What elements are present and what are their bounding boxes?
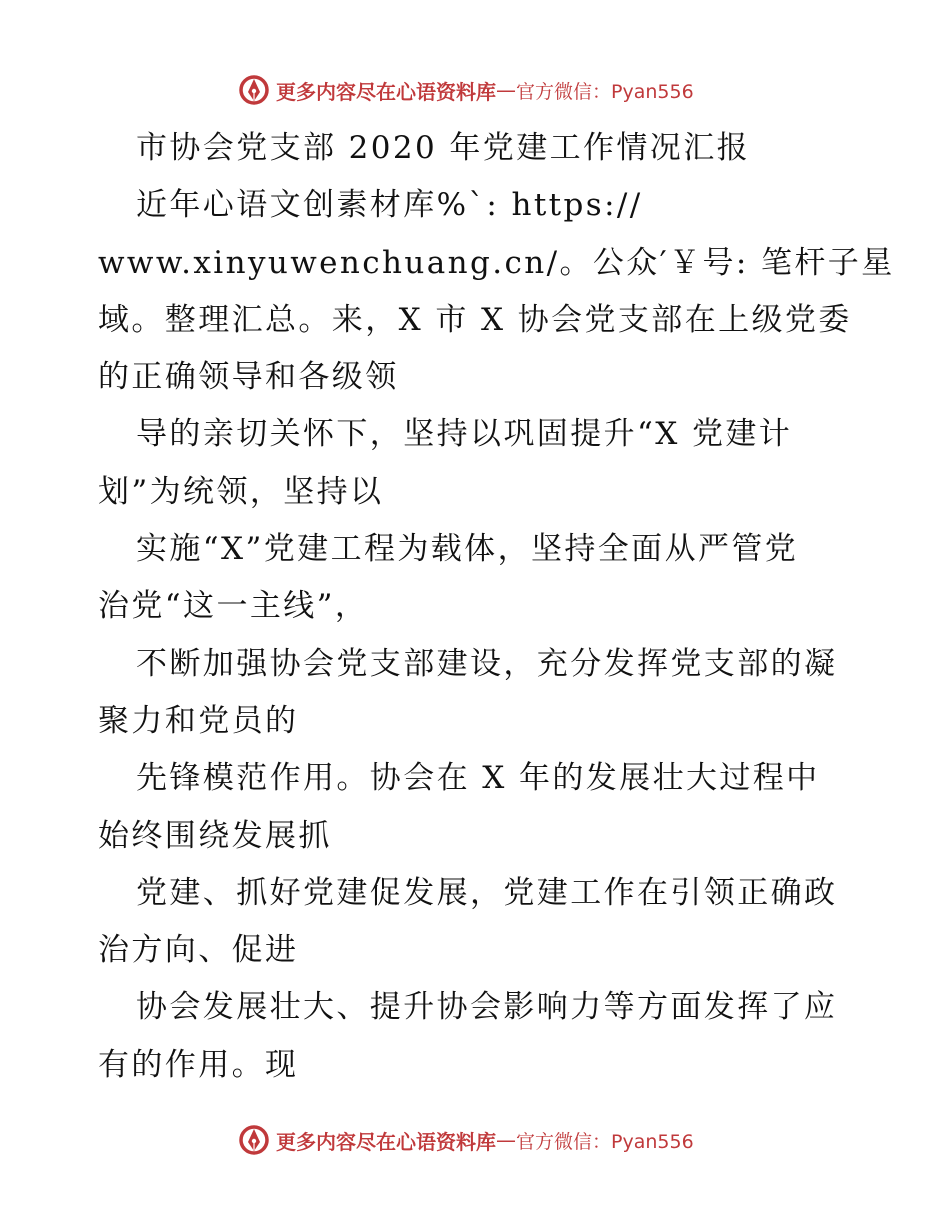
header-banner <box>236 70 694 110</box>
text-line: 始终围绕发展抓 <box>98 817 332 854</box>
document-body <box>98 120 895 1094</box>
text-line: 实施“X”党建工程为载体，坚持全面从严管党 <box>136 531 799 568</box>
footer-banner <box>236 1120 694 1160</box>
text-line: 聚力和党员的 <box>98 702 299 739</box>
text-line: 导的亲切关怀下，坚持以巩固提升“X 党建计 <box>136 416 793 453</box>
banner-brand-text: 更多内容尽在心语资料库 <box>276 79 496 104</box>
banner-brand-text: 更多内容尽在心语资料库 <box>276 1129 496 1154</box>
banner-wechat-text: 官方微信：Pyan556 <box>516 1130 694 1153</box>
text-line: www.xinyuwenchuang.cn/。公众′￥号: 笔杆子星 <box>98 244 895 281</box>
text-line: 先锋模范作用。协会在 X 年的发展壮大过程中 <box>136 760 820 797</box>
text-line: 治方向、促进 <box>98 932 299 969</box>
text-line: 的正确领导和各级领 <box>98 359 399 396</box>
text-line: 治党“这一主线”， <box>98 588 369 625</box>
pen-nib-logo-icon <box>236 72 272 108</box>
document-title: 市协会党支部 2020 年党建工作情况汇报 <box>136 130 750 166</box>
text-line: 有的作用。现 <box>98 1046 299 1083</box>
text-line: 党建、抓好党建促发展，党建工作在引领正确政 <box>136 874 838 911</box>
pen-nib-logo-icon <box>236 1122 272 1158</box>
text-line: 划”为统领，坚持以 <box>98 473 384 510</box>
banner-separator: — <box>496 1128 516 1152</box>
banner-separator: — <box>496 78 516 102</box>
text-line: 不断加强协会党支部建设，充分发挥党支部的凝 <box>136 645 838 682</box>
text-line: 协会发展壮大、提升协会影响力等方面发挥了应 <box>136 989 838 1026</box>
text-line: 域。整理汇总。来，X 市 X 协会党支部在上级党委 <box>98 301 852 338</box>
text-line: 近年心语文创素材库%ˋ: https:// <box>136 187 643 224</box>
banner-wechat-text: 官方微信：Pyan556 <box>516 80 694 103</box>
